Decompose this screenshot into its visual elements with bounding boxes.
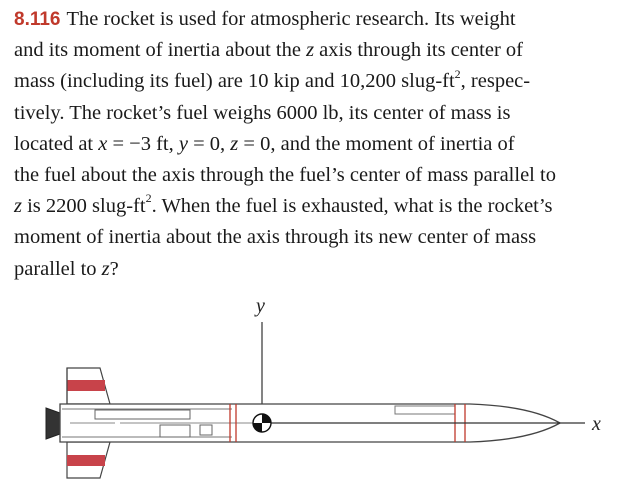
text-segment: axis through its center of	[314, 39, 523, 62]
text-segment: is 2200 slug-ft	[21, 195, 146, 218]
problem-line	[14, 129, 630, 160]
problem-line	[14, 98, 630, 129]
text-segment: = 0, and the moment of inertia of	[238, 132, 515, 155]
math-variable: x	[98, 132, 108, 155]
text-segment: = −3 ft,	[107, 132, 179, 155]
text-segment: . When the fuel is exhausted, what is the rocket’s	[151, 195, 553, 218]
text-segment: the fuel about the axis through the fuel’s center of mass parallel to	[14, 163, 556, 186]
problem-line	[14, 160, 630, 191]
rocket-figure	[0, 290, 638, 490]
lower-fin	[67, 442, 110, 478]
text-segment: = 0,	[187, 132, 231, 155]
text-segment: The rocket is used for atmospheric research. Its weight	[66, 8, 516, 30]
superscript: 2	[454, 66, 461, 81]
text-segment: mass (including its fuel) are 10 kip and 10,200 slug-ft	[14, 70, 455, 93]
problem-line	[14, 35, 630, 66]
text-segment: tively. The rocket’s fuel weighs 6000 lb, its center of mass is	[14, 101, 511, 124]
text-segment: moment of inertia about the axis through its new center of mass	[14, 226, 537, 249]
problem-line	[14, 222, 630, 253]
problem-line	[14, 191, 630, 222]
rocket-nozzle	[46, 408, 60, 439]
x-axis-label: x	[592, 413, 601, 435]
math-variable: z	[14, 195, 22, 218]
access-panel	[95, 410, 190, 419]
problem-statement	[14, 4, 630, 285]
problem-line	[14, 66, 630, 97]
math-variable: y	[178, 132, 188, 155]
math-variable: z	[230, 132, 239, 155]
math-variable: z	[306, 39, 315, 62]
math-variable: z	[101, 257, 110, 280]
center-of-mass-symbol	[253, 414, 271, 432]
y-axis-label: y	[256, 295, 265, 317]
problem-number: 8.116	[14, 9, 61, 30]
problem-text	[14, 4, 630, 285]
text-segment: , respec-	[460, 70, 531, 93]
text-segment: ?	[109, 257, 119, 280]
text-segment: and its moment of inertia about the	[14, 39, 307, 62]
upper-fin	[67, 368, 110, 404]
problem-line	[14, 4, 630, 35]
text-segment: located at	[14, 132, 99, 155]
problem-line	[14, 254, 630, 285]
text-segment: parallel to	[14, 257, 102, 280]
superscript: 2	[145, 191, 152, 206]
